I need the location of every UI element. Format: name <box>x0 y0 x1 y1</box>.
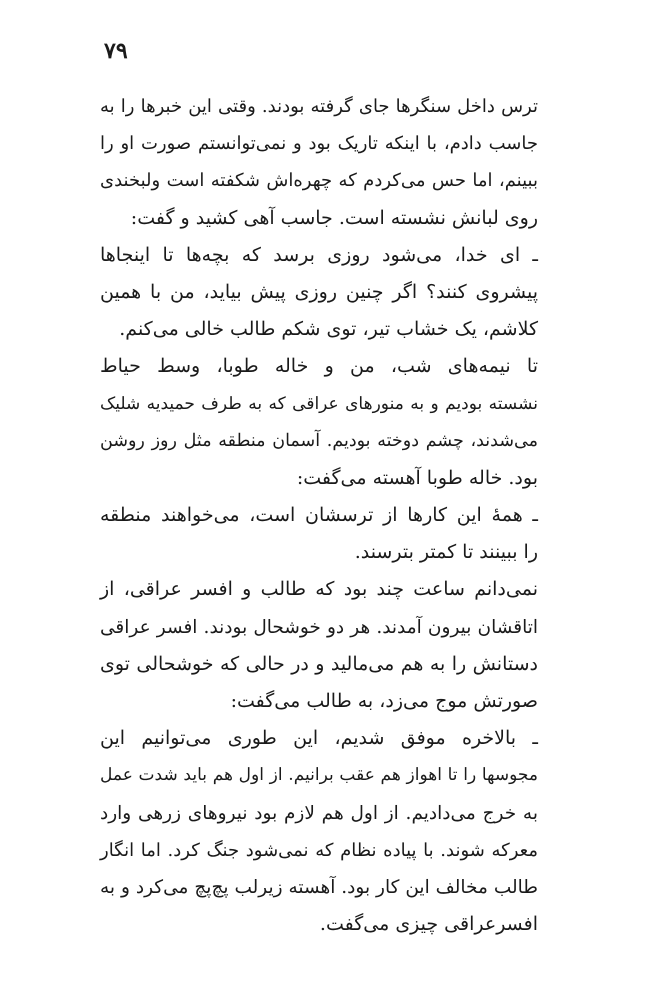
text-line: را ببینند تا کمتر بترسند. <box>354 541 538 564</box>
text-line: معرکه شوند. با پیاده نظام که نمی‌شود جنگ کرد. اما انگار <box>100 839 538 861</box>
text-line: تا نیمه‌های شب، من و خاله طوبا، وسط حیاط <box>100 355 538 378</box>
text-line: نشسته بودیم و به منورهای عراقی که به طرف حمیدیه شلیک <box>100 393 538 414</box>
body-text <box>100 88 538 943</box>
text-line: دستانش را به هم می‌مالید و در حالی که خوشحالی توی <box>100 652 538 675</box>
text-line: صورتش موج می‌زد، به طالب می‌گفت: <box>230 690 538 712</box>
text-line: روی لبانش نشسته است. جاسب آهی کشید و گفت: <box>130 206 538 229</box>
text-line: ببینم، اما حس می‌کردم که چهره‌اش شکفته است ولبخندی <box>100 170 538 192</box>
text-line: اتاقشان بیرون آمدند. هر دو خوشحال بودند. افسر عراقی <box>100 616 538 638</box>
text-line: نمی‌دانم ساعت چند بود که طالب و افسر عراقی، از <box>100 578 538 601</box>
text-line: پیشروی کنند؟ اگر چنین روزی پیش بیاید، من با همین <box>100 280 538 303</box>
text-line: ترس داخل سنگرها جای گرفته بودند. وقتی این خبرها را به <box>100 96 538 117</box>
text-line: افسرعراقی چیزی می‌گفت. <box>319 913 538 936</box>
page-number: ۷۹ <box>104 38 128 64</box>
text-line: ـ بالاخره موفق شدیم، این طوری می‌توانیم این <box>100 727 538 750</box>
text-line: ـ ای خدا، می‌شود روزی برسد که بچه‌ها تا اینجاها <box>100 243 538 266</box>
text-line: می‌شدند، چشم دوخته بودیم. آسمان منطقه مثل روز روشن <box>100 430 538 451</box>
text-line: بود. خاله طوبا آهسته می‌گفت: <box>296 466 538 489</box>
text-line: طالب مخالف این کار بود. آهسته زیرلب پچ‌پچ می‌کرد و به <box>100 876 538 898</box>
text-line: جاسب دادم، با اینکه تاریک بود و نمی‌توانستم صورت او را <box>100 133 538 155</box>
text-line: ـ همهٔ این کارها از ترسشان است، می‌خواهند منطقه <box>100 504 538 527</box>
text-line: به خرج می‌دادیم. از اول هم لازم بود نیروهای زرهی وارد <box>100 802 538 824</box>
text-line: مجوسها را تا اهواز هم عقب برانیم. از اول هم باید شدت عمل <box>100 765 538 786</box>
text-line: کلاشم، یک خشاب تیر، توی شکم طالب خالی می‌کنم. <box>119 318 538 341</box>
